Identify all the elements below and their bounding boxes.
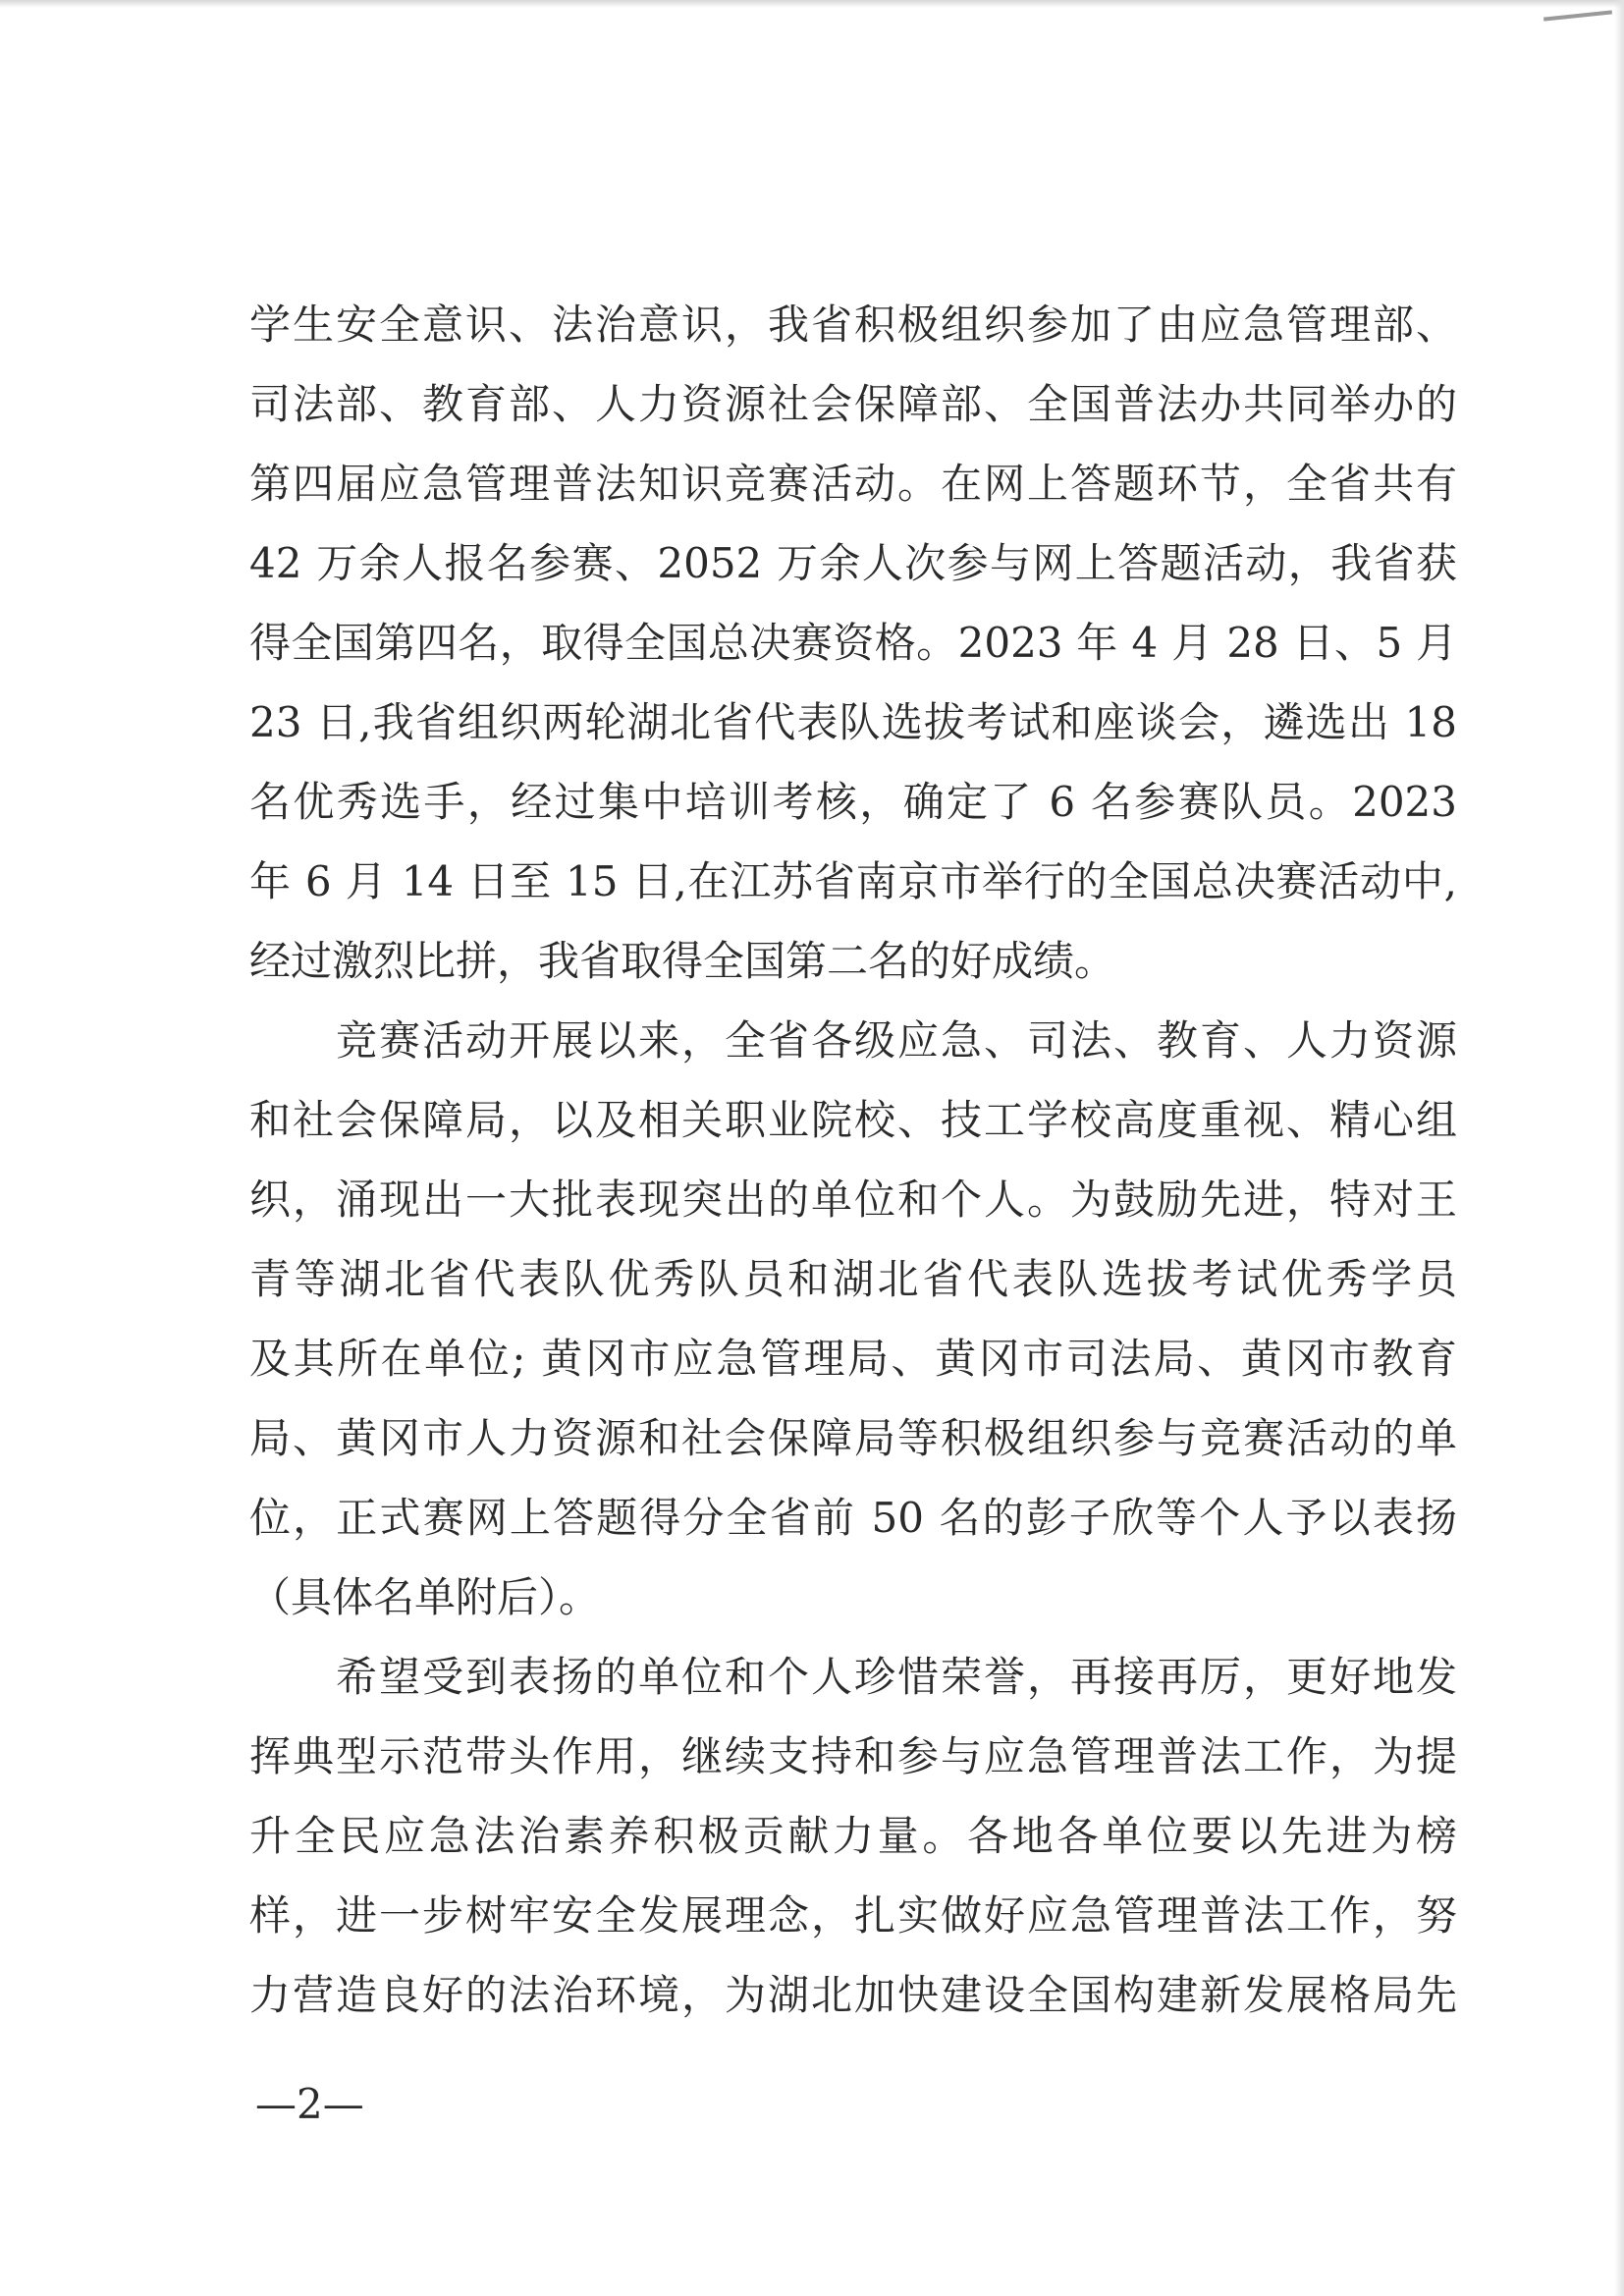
text-line: 名优秀选手，经过集中培训考核，确定了 6 名参赛队员。2023 — [249, 778, 1457, 826]
text-line: 青等湖北省代表队优秀队员和湖北省代表队选拔考试优秀学员 — [249, 1255, 1457, 1303]
text-line: 第四届应急管理普法知识竞赛活动。在网上答题环节，全省共有 — [249, 460, 1457, 508]
scan-right-edge — [1614, 0, 1624, 2296]
text-line: 年 6 月 14 日至 15 日,在江苏省南京市举行的全国总决赛活动中, — [249, 857, 1457, 905]
text-line: 织，涌现出一大批表现突出的单位和个人。为鼓励先进，特对王 — [249, 1175, 1457, 1224]
text-line: 司法部、教育部、人力资源社会保障部、全国普法办共同举办的 — [249, 380, 1457, 428]
scan-top-edge — [0, 0, 1624, 8]
text-line: （具体名单附后）。 — [249, 1573, 601, 1621]
scan-corner-mark — [1543, 10, 1612, 21]
text-line: 42 万余人报名参赛、2052 万余人次参与网上答题活动，我省获 — [249, 539, 1457, 587]
page-number: —2— — [255, 2080, 364, 2128]
text-line: 和社会保障局，以及相关职业院校、技工学校高度重视、精心组 — [249, 1096, 1457, 1144]
text-line: 得全国第四名，取得全国总决赛资格。2023 年 4 月 28 日、5 月 — [249, 619, 1457, 667]
text-line: 样，进一步树牢安全发展理念，扎实做好应急管理普法工作，努 — [249, 1891, 1457, 1940]
text-line: 学生安全意识、法治意识，我省积极组织参加了由应急管理部、 — [249, 301, 1457, 349]
text-line: 升全民应急法治素养积极贡献力量。各地各单位要以先进为榜 — [249, 1812, 1457, 1860]
text-line: 及其所在单位; 黄冈市应急管理局、黄冈市司法局、黄冈市教育 — [249, 1335, 1457, 1383]
text-line: 挥典型示范带头作用，继续支持和参与应急管理普法工作，为提 — [249, 1732, 1457, 1780]
paragraph-1 — [249, 285, 1457, 1001]
text-line: 经过激烈比拼，我省取得全国第二名的好成绩。 — [249, 937, 1116, 985]
document-body — [249, 285, 1457, 2035]
text-line: 局、黄冈市人力资源和社会保障局等积极组织参与竞赛活动的单 — [249, 1414, 1457, 1462]
paragraph-2 — [249, 1001, 1457, 1637]
text-line: 希望受到表扬的单位和个人珍惜荣誉，再接再厉，更好地发 — [249, 1653, 1457, 1701]
text-line: 力营造良好的法治环境，为湖北加快建设全国构建新发展格局先 — [249, 1971, 1457, 2019]
paragraph-3 — [249, 1637, 1457, 2035]
text-line: 23 日,我省组织两轮湖北省代表队选拔考试和座谈会，遴选出 18 — [249, 698, 1457, 746]
text-line: 竞赛活动开展以来，全省各级应急、司法、教育、人力资源 — [249, 1016, 1457, 1065]
text-line: 位，正式赛网上答题得分全省前 50 名的彭子欣等个人予以表扬 — [249, 1494, 1457, 1542]
